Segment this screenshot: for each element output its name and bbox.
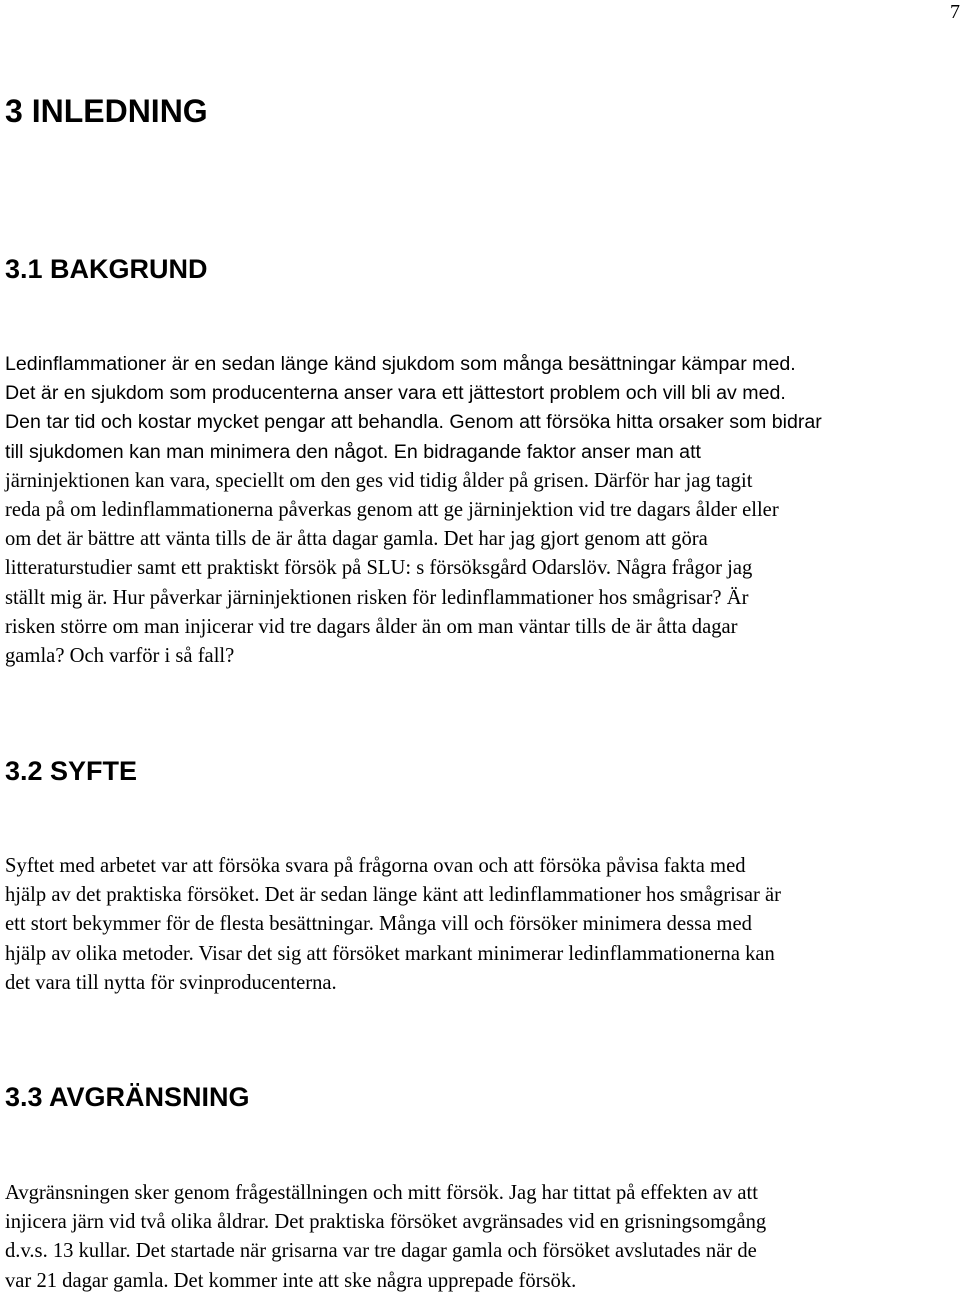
paragraph-line: d.v.s. 13 kullar. Det startade när grisarna var tre dagar gamla och försöket avslutades när de bbox=[5, 1240, 757, 1263]
paragraph-line: järninjektionen kan vara, speciellt om den ges vid tidig ålder på grisen. Därför har jag tagit bbox=[5, 469, 753, 492]
paragraph-line: ställt mig är. Hur påverkar järninjektionen risken för ledinflammationer hos smågrisar? Är bbox=[5, 586, 749, 609]
paragraph-line: Avgränsningen sker genom frågeställningen och mitt försök. Jag har tittat på effekten av att bbox=[5, 1182, 758, 1204]
paragraph-line: ett stort bekymmer för de flesta besättningar. Många vill och försöker minimera dessa med bbox=[5, 913, 752, 936]
paragraph-line: Ledinflammationer är en sedan länge känd sjukdom som många besättningar kämpar med. bbox=[5, 353, 796, 375]
paragraph-line: om det är bättre att vänta tills de är åtta dagar gamla. Det har jag gjort genom att göra bbox=[5, 528, 708, 551]
section-heading-bakgrund: 3.1 BAKGRUND bbox=[5, 254, 208, 284]
paragraph-line: injicera järn vid två olika åldrar. Det praktiska försöket avgränsades vid en grisningsomgång bbox=[5, 1211, 767, 1234]
chapter-heading: 3 INLEDNING bbox=[5, 93, 208, 129]
paragraph-line: litteraturstudier samt ett praktiskt försök på SLU: s försöksgård Odarslöv. Några frågor jag bbox=[5, 557, 753, 580]
paragraph-line: det vara till nytta för svinproducenterna. bbox=[5, 971, 337, 994]
page-number: 7 bbox=[950, 1, 960, 23]
paragraph-line: hjälp av det praktiska försöket. Det är sedan länge känt att ledinflammationer hos smågrisar är bbox=[5, 884, 782, 907]
paragraph-line: var 21 dagar gamla. Det kommer inte att ske några upprepade försök. bbox=[5, 1269, 577, 1292]
paragraph-line: Det är en sjukdom som producenterna anser vara ett jättestort problem och vill bli av med. bbox=[5, 382, 786, 405]
paragraph-line: hjälp av olika metoder. Visar det sig att försöket markant minimerar ledinflammationerna kan bbox=[5, 942, 775, 965]
paragraph-syfte bbox=[5, 852, 960, 998]
paragraph-avgransning bbox=[5, 1179, 960, 1296]
paragraph-line: reda på om ledinflammationerna påverkas genom att ge järninjektion vid tre dagars ålder eller bbox=[5, 499, 779, 522]
section-heading-avgransning: 3.3 AVGRÄNSNING bbox=[5, 1082, 250, 1112]
paragraph-bakgrund bbox=[5, 350, 960, 671]
paragraph-line: Den tar tid och kostar mycket pengar att behandla. Genom att försöka hitta orsaker som bidrar bbox=[5, 411, 822, 434]
paragraph-line: till sjukdomen kan man minimera den något. En bidragande faktor anser man att bbox=[5, 440, 701, 463]
paragraph-line: Syftet med arbetet var att försöka svara på frågorna ovan och att försöka påvisa fakta med bbox=[5, 855, 746, 877]
paragraph-line: gamla? Och varför i så fall? bbox=[5, 645, 235, 668]
paragraph-line: risken större om man injicerar vid tre dagars ålder än om man väntar tills de är åtta dagar bbox=[5, 615, 738, 638]
section-heading-syfte: 3.2 SYFTE bbox=[5, 756, 138, 786]
